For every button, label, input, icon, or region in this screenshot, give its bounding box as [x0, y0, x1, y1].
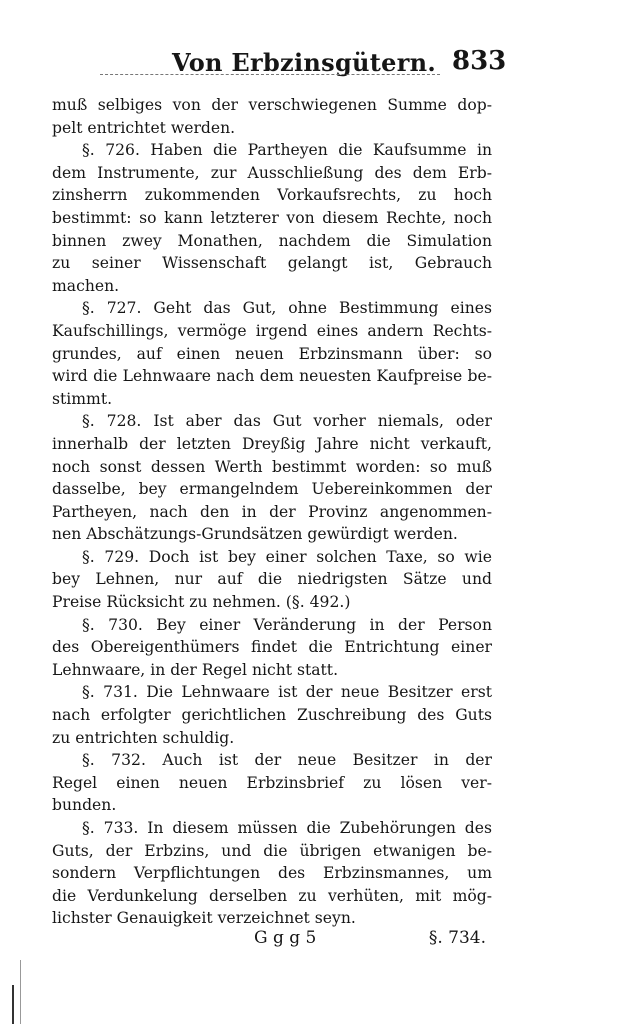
text-line: lichster Genauigkeit verzeichnet seyn. [52, 909, 356, 928]
text-line: wird die Lehnwaare nach dem neuesten Kaufpreise be- [52, 367, 492, 386]
text-line: nen Abschätzungs-Grundsätzen gewürdigt werden. [52, 525, 458, 544]
text-line: innerhalb der letzten Dreyßig Jahre nicht verkauft, [52, 434, 492, 453]
text-line: dasselbe, bey ermangelndem Uebereinkommen der [52, 480, 492, 499]
page-footer [52, 928, 492, 958]
text-line: §. 730. Bey einer Veränderung in der Person [82, 615, 492, 634]
text-line: stimmt. [52, 389, 113, 408]
text-line: nach erfolgter gerichtlichen Zuschreibung des Guts [52, 706, 492, 725]
running-head [40, 40, 507, 80]
signature-mark: G g g 5 [254, 928, 317, 948]
catchword: §. 734. [428, 928, 486, 948]
text-line: Regel einen neuen Erbzinsbrief zu lösen ver- [52, 773, 492, 792]
text-line: Partheyen, nach den in der Provinz angenommen- [52, 502, 492, 521]
text-line: §. 733. In diesem müssen die Zubehörungen des [82, 819, 492, 837]
text-line: die Verdunkelung derselben zu verhüten, mit mög- [52, 886, 492, 905]
text-line: §. 727. Geht das Gut, ohne Bestimmung eines [82, 299, 492, 318]
text-line: machen. [52, 276, 120, 295]
text-line: binnen zwey Monathen, nachdem die Simulation [52, 231, 492, 250]
text-line: §. 732. Auch ist der neue Besitzer in der [82, 751, 492, 770]
running-head-title: Von Erbzinsgütern. [172, 48, 437, 77]
text-line: Guts, der Erbzins, und die übrigen etwanigen be- [52, 841, 492, 860]
text-line: des Obereigenthümers findet die Entrichtung einer [52, 638, 492, 657]
text-line: sondern Verpflichtungen des Erbzinsmannes, um [52, 864, 492, 883]
text-line: Lehnwaare, in der Regel nicht statt. [52, 660, 339, 679]
text-line: bey Lehnen, nur auf die niedrigsten Sätze und [52, 570, 492, 589]
page-edge-mark [12, 985, 14, 1024]
header-rule [100, 74, 440, 75]
text-line: pelt entrichtet werden. [52, 118, 236, 137]
text-line: muß selbiges von der verschwiegenen Summe dop- [52, 96, 492, 114]
text-line: §. 728. Ist aber das Gut vorher niemals, oder [82, 412, 492, 431]
text-line: grundes, auf einen neuen Erbzinsmann über: so [52, 344, 492, 363]
text-line: Kaufschillings, vermöge irgend eines andern Rechts- [52, 321, 492, 340]
body-text [52, 94, 492, 930]
text-line: dem Instrumente, zur Ausschließung des dem Erb- [52, 163, 492, 182]
text-line: zu seiner Wissenschaft gelangt ist, Gebrauch [52, 254, 492, 273]
text-line: §. 726. Haben die Partheyen die Kaufsumme in [82, 141, 492, 160]
page-number: 833 [452, 46, 507, 76]
text-line: bunden. [52, 796, 117, 815]
text-line: bestimmt: so kann letzterer von diesem Rechte, noch [52, 208, 492, 227]
text-line: Preise Rücksicht zu nehmen. (§. 492.) [52, 593, 351, 612]
text-line: §. 731. Die Lehnwaare ist der neue Besitzer erst [82, 683, 492, 702]
text-line: zinsherrn zukommenden Vorkaufsrechts, zu hoch [52, 186, 492, 205]
page-edge-mark [20, 960, 21, 1024]
text-line: zu entrichten schuldig. [52, 728, 235, 747]
text-line: §. 729. Doch ist bey einer solchen Taxe, so wie [82, 547, 492, 566]
text-line: noch sonst dessen Werth bestimmt worden: so muß [52, 457, 492, 476]
